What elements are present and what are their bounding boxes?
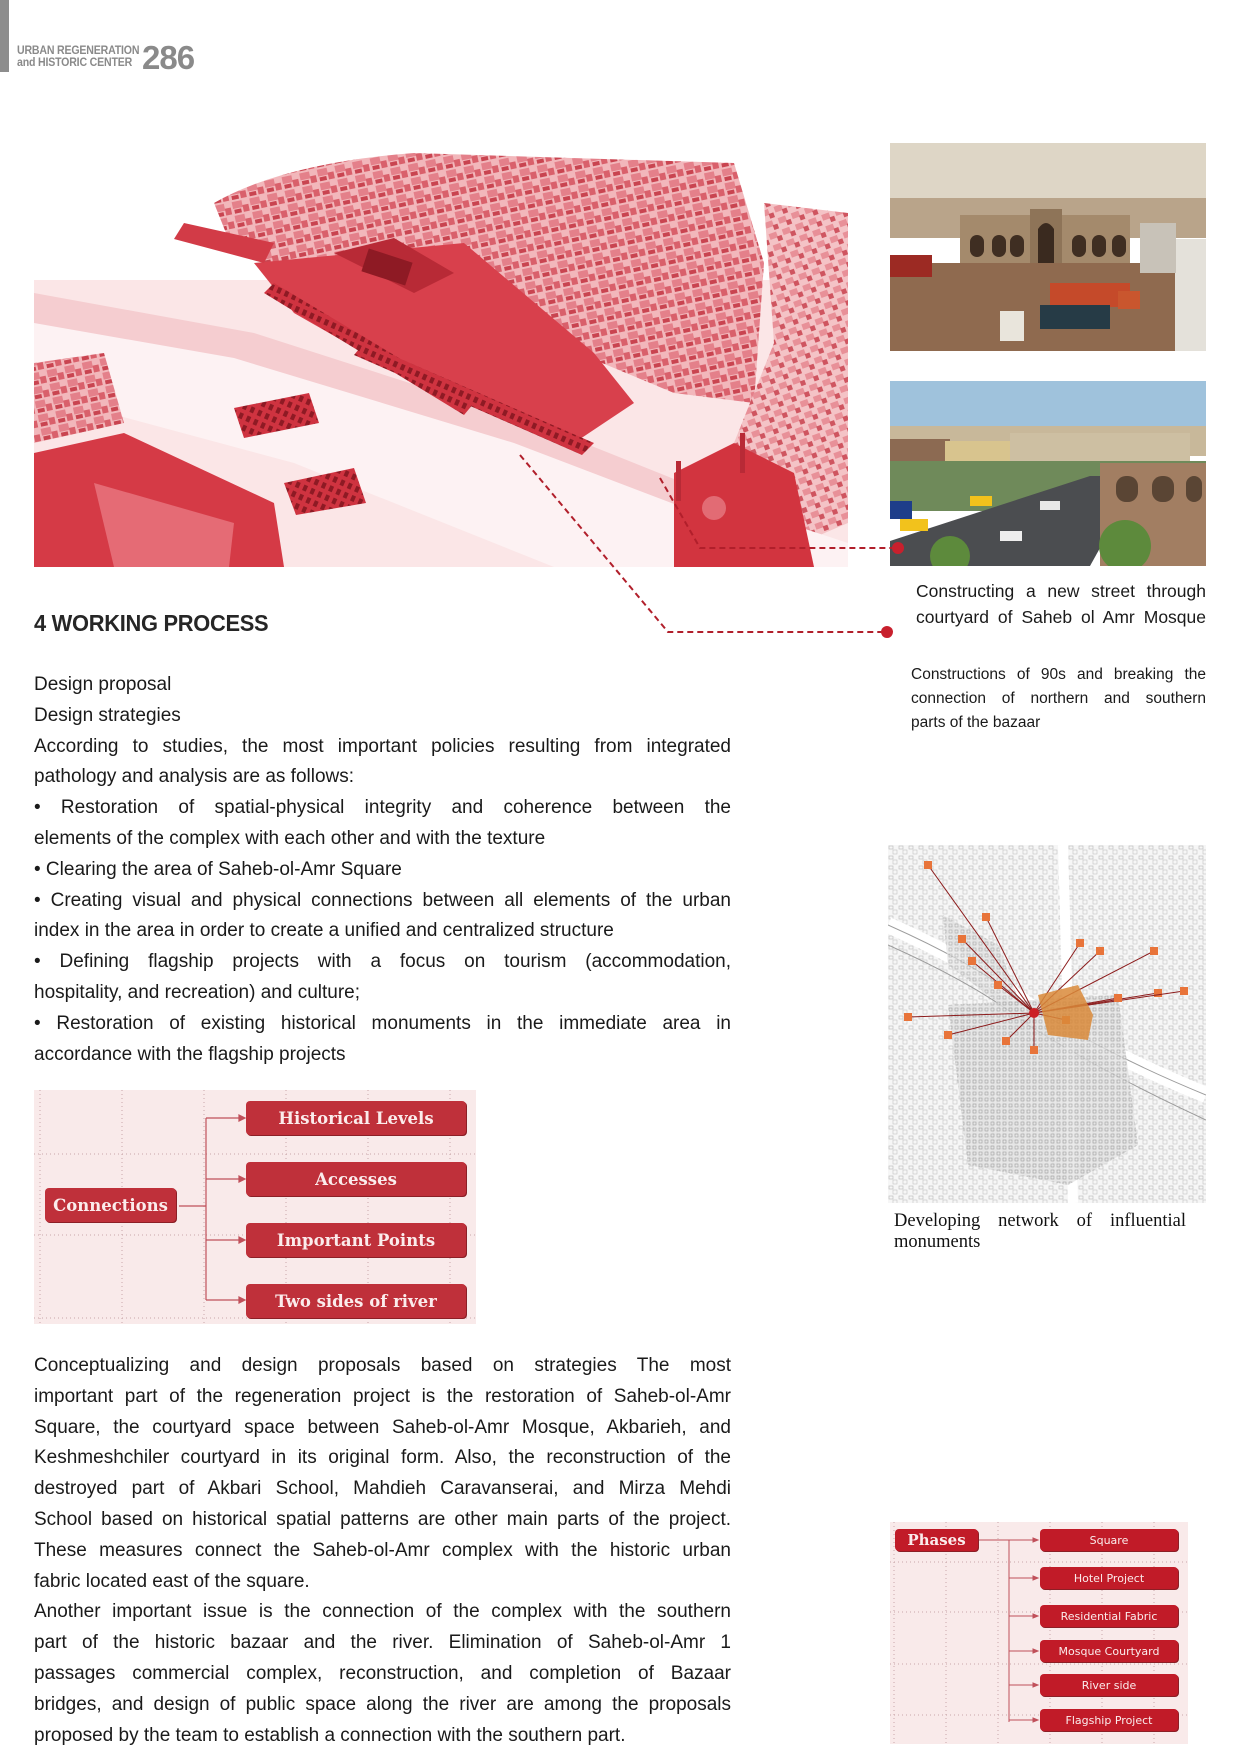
body-text-line: School based on historical spatial patterns are other main parts of the project. bbox=[34, 1508, 731, 1530]
body-text-line: passages commercial complex, reconstruction, and completion of Bazaar bbox=[34, 1662, 731, 1684]
phases-item-box: Residential Fabric bbox=[1040, 1605, 1178, 1627]
body-text-line: proposed by the team to establish a connection with the southern part. bbox=[34, 1724, 626, 1746]
caption-new-street bbox=[916, 578, 1206, 630]
body-text-line: important part of the regeneration project is the restoration of Saheb-ol-Amr bbox=[34, 1385, 731, 1407]
body-text-line: Design strategies bbox=[34, 704, 181, 726]
modern-street-photo-image bbox=[890, 381, 1206, 566]
connections-item-box: Important Points bbox=[246, 1223, 466, 1257]
network-hub-marker bbox=[1029, 1008, 1039, 1018]
body-text-line: • Defining flagship projects with a focus on tourism (accommodation, bbox=[34, 951, 731, 973]
running-header bbox=[17, 46, 139, 69]
phases-item-box: River side bbox=[1040, 1674, 1178, 1696]
body-text-line: According to studies, the most important policies resulting from integrated bbox=[34, 735, 731, 757]
body-text-line: Square, the courtyard space between Saheb-ol-Amr Mosque, Akbarieh, and bbox=[34, 1416, 731, 1438]
body-text-proposals bbox=[34, 1351, 731, 1751]
caption-bazaar-line: parts of the bazaar bbox=[911, 714, 1041, 731]
phases-item-box: Flagship Project bbox=[1040, 1709, 1178, 1731]
body-text-line: fabric located east of the square. bbox=[34, 1570, 310, 1592]
body-text-line: • Clearing the area of Saheb-ol-Amr Square bbox=[34, 858, 402, 880]
body-text-line: • Creating visual and physical connections between all elements of the urban bbox=[34, 889, 731, 911]
phases-root-box: Phases bbox=[895, 1529, 978, 1551]
monument-marker bbox=[1114, 994, 1122, 1002]
monument-marker bbox=[924, 861, 932, 869]
historic-photo-drawing bbox=[890, 143, 1206, 351]
historic-photo-courtyard-image bbox=[890, 143, 1206, 351]
body-text-line: accordance with the flagship projects bbox=[34, 1043, 346, 1065]
body-text-line: Design proposal bbox=[34, 674, 172, 695]
monument-marker bbox=[968, 957, 976, 965]
phases-item-box: Square bbox=[1040, 1529, 1178, 1551]
modern-street-photo-drawing bbox=[890, 381, 1206, 566]
3d-urban-model-image bbox=[34, 143, 848, 567]
phases-diagram bbox=[890, 1522, 1188, 1744]
connections-diagram bbox=[34, 1090, 476, 1324]
monument-marker bbox=[1180, 987, 1188, 995]
monument-marker bbox=[958, 935, 966, 943]
body-text-line: • Restoration of existing historical monuments in the immediate area in bbox=[34, 1012, 731, 1034]
caption-bazaar-line: connection of northern and southern bbox=[911, 690, 1206, 707]
3d-model-drawing bbox=[34, 143, 848, 567]
body-text-line: destroyed part of Akbari School, Mahdieh Caravanserai, and Mirza Mehdi bbox=[34, 1478, 731, 1500]
running-header-line1: URBAN REGENERATION bbox=[17, 45, 140, 57]
map-caption-line: monuments bbox=[894, 1232, 981, 1252]
monument-marker bbox=[904, 1013, 912, 1021]
monument-marker bbox=[982, 913, 990, 921]
phases-item-box: Hotel Project bbox=[1040, 1567, 1178, 1589]
monument-marker bbox=[1076, 939, 1084, 947]
connections-item-box: Two sides of river bbox=[246, 1284, 466, 1318]
map-caption bbox=[894, 1211, 1186, 1253]
monument-marker bbox=[994, 981, 1002, 989]
leader-dot-bazaar bbox=[881, 626, 893, 638]
caption-new-street-line: courtyard of Saheb ol Amr Mosque bbox=[916, 607, 1206, 627]
body-text-line: part of the historic bazaar and the river. Elimination of Saheb-ol-Amr 1 bbox=[34, 1632, 731, 1654]
connections-root-box: Connections bbox=[45, 1188, 176, 1222]
caption-new-street-line: Constructing a new street through bbox=[916, 581, 1206, 601]
body-text-line: hospitality, and recreation) and culture; bbox=[34, 981, 360, 1003]
monument-marker bbox=[944, 1031, 952, 1039]
running-header-line2: and HISTORIC CENTER bbox=[17, 56, 133, 69]
phases-item-box: Mosque Courtyard bbox=[1040, 1640, 1178, 1662]
network-map-image bbox=[888, 845, 1206, 1203]
body-text-line: index in the area in order to create a unified and centralized structure bbox=[34, 920, 614, 942]
caption-bazaar-line: Constructions of 90s and breaking the bbox=[911, 666, 1206, 683]
connections-item-box: Historical Levels bbox=[246, 1101, 466, 1135]
body-text-strategies bbox=[34, 670, 731, 1070]
section-title: 4 WORKING PROCESS bbox=[34, 610, 269, 636]
caption-bazaar-break bbox=[911, 663, 1206, 735]
connections-item-box: Accesses bbox=[246, 1162, 466, 1196]
body-text-line: These measures connect the Saheb-ol-Amr complex with the historic urban bbox=[34, 1539, 731, 1561]
body-text-line: pathology and analysis are as follows: bbox=[34, 766, 355, 788]
monument-marker bbox=[1002, 1037, 1010, 1045]
monument-marker bbox=[1096, 947, 1104, 955]
body-text-line: Conceptualizing and design proposals based on strategies The most bbox=[34, 1355, 731, 1376]
network-map-drawing bbox=[888, 845, 1206, 1203]
monument-marker bbox=[1150, 947, 1158, 955]
page-number: 286 bbox=[142, 39, 195, 76]
body-text-line: • Restoration of spatial-physical integrity and coherence between the bbox=[34, 797, 731, 819]
body-text-line: elements of the complex with each other and with the texture bbox=[34, 827, 546, 849]
monument-marker bbox=[1154, 989, 1162, 997]
header-accent-bar bbox=[0, 0, 9, 72]
body-text-line: Keshmeshchiler courtyard in its original form. Also, the reconstruction of the bbox=[34, 1447, 731, 1469]
monument-marker bbox=[1030, 1046, 1038, 1054]
map-caption-line: Developing network of influential bbox=[894, 1211, 1186, 1231]
body-text-line: Another important issue is the connection of the complex with the southern bbox=[34, 1601, 731, 1623]
body-text-line: bridges, and design of public space along the river are among the proposals bbox=[34, 1693, 731, 1715]
